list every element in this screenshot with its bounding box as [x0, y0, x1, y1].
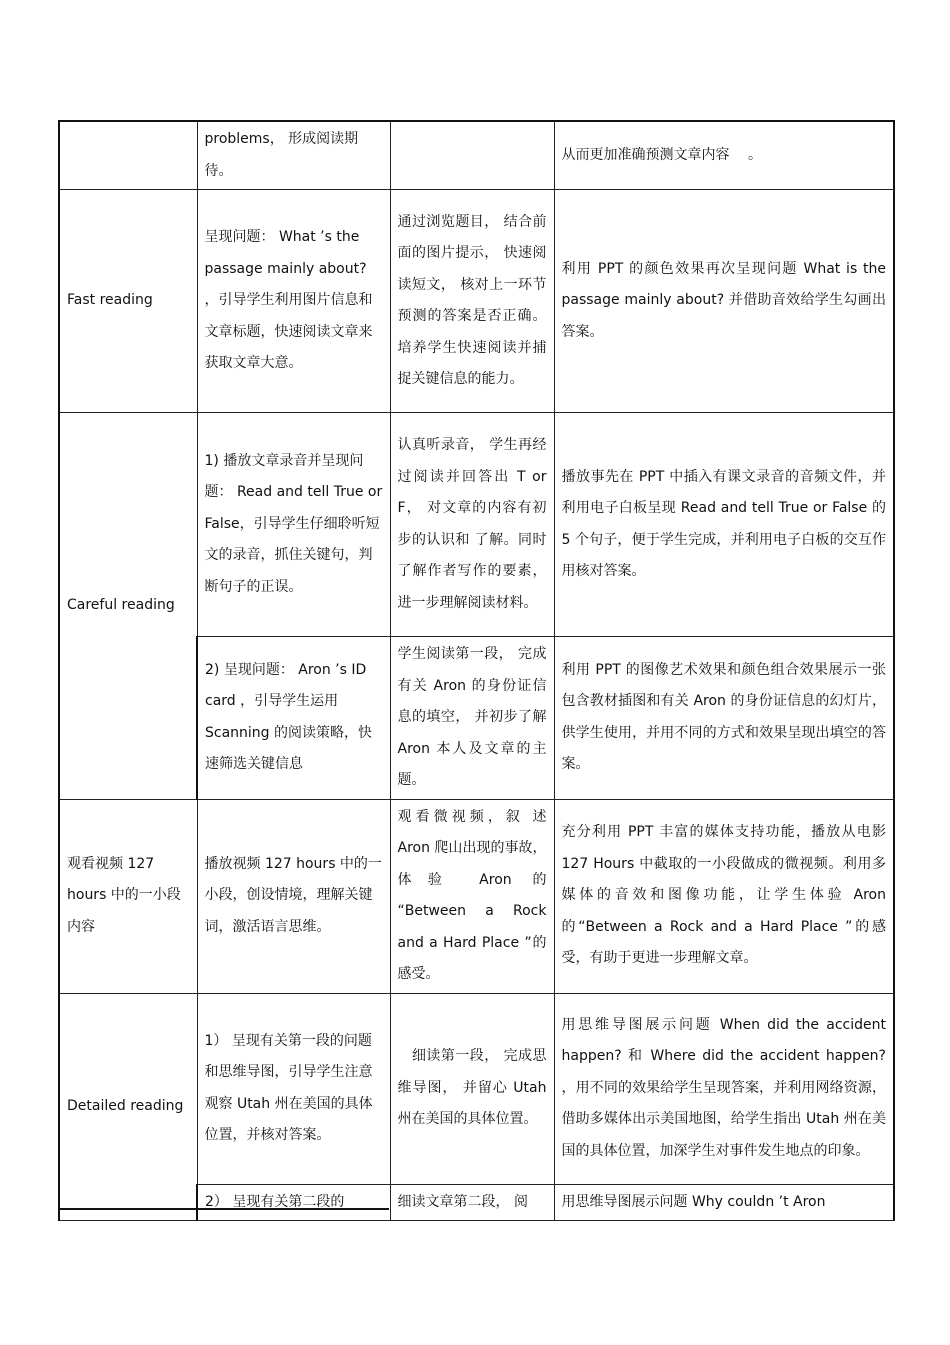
student-activity-cell: 观看微视频，叙 述 Aron 爬山出现的事故，体验 Aron 的 “Between a Rock and a Hard Place ”的感受。 [390, 799, 554, 993]
teacher-activity-cell: 1） 呈现有关第一段的问题和思维导图，引导学生注意观察 Utah 州在美国的具体位置，并核对答案。 [197, 993, 390, 1184]
design-intent-cell: 用思维导图展示问题 When did the accident happen? 和 Where did the accident happen? ，用不同的效果给学生呈现答案，并利用网络资源，借助多媒体出示美国地图，给学生指出 Utah 州在美国的具体位置，加深学生对事件发生地点的印象。 [554, 993, 894, 1184]
design-intent-cell: 播放事先在 PPT 中插入有课文录音的音频文件，并利用电子白板呈现 Read and tell True or False 的 5 个句子，便于学生完成，并利用电子白板的交互作用核对答案。 [554, 413, 894, 637]
stage-cell: 观看视频 127 hours 中的一小段内容 [59, 799, 197, 993]
table-bottom-rule [58, 1208, 389, 1210]
teacher-activity-cell: 2) 呈现问题： Aron ’s ID card ，引导学生运用 Scanning 的阅读策略，快速筛选关键信息 [197, 637, 390, 800]
student-activity-cell: 细读第一段， 完成思维导图， 并留心 Utah 州在美国的具体位置。 [390, 993, 554, 1184]
student-activity-cell: 认真听录音， 学生再经过阅读并回答出 T or F， 对文章的内容有初步的认识和 了解。同时了解作者写作的要素， 进一步理解阅读材料。 [390, 413, 554, 637]
stage-cell [59, 121, 197, 190]
teacher-activity-cell: 呈现问题： What ’s the passage mainly about? ，引导学生利用图片信息和文章标题，快速阅读文章来获取文章大意。 [197, 190, 390, 413]
teacher-activity-cell: 2） 呈现有关第二段的 [197, 1184, 390, 1221]
table-row [59, 190, 894, 413]
design-intent-cell: 充分利用 PPT 丰富的媒体支持功能，播放从电影 127 Hours 中截取的一小段做成的微视频。利用多媒体的音效和图像功能，让学生体验 Aron 的“Between a Rock and a Hard Place ”的感受，有助于更进一步理解文章。 [554, 799, 894, 993]
design-intent-cell: 利用 PPT 的颜色效果再次呈现问题 What is the passage mainly about? 并借助音效给学生勾画出答案。 [554, 190, 894, 413]
table-row [59, 413, 894, 637]
teacher-activity-cell: problems， 形成阅读期待。 [197, 121, 390, 190]
table-row [59, 799, 894, 993]
stage-cell: Careful reading [59, 413, 197, 800]
design-intent-cell: 从而更加准确预测文章内容 。 [554, 121, 894, 190]
stage-cell: Fast reading [59, 190, 197, 413]
stage-cell: Detailed reading [59, 993, 197, 1221]
student-activity-cell: 学生阅读第一段， 完成有关 Aron 的身份证信息的填空， 并初步了解 Aron 本人及文章的主题。 [390, 637, 554, 800]
teacher-activity-cell: 1) 播放文章录音并呈现问题： Read and tell True or False，引导学生仔细聆听短文的录音，抓住关键句，判断句子的正误。 [197, 413, 390, 637]
student-activity-cell [390, 121, 554, 190]
design-intent-cell: 用思维导图展示问题 Why couldn ’t Aron [554, 1184, 894, 1221]
design-intent-cell: 利用 PPT 的图像艺术效果和颜色组合效果展示一张包含教材插图和有关 Aron 的身份证信息的幻灯片，供学生使用，并用不同的方式和效果呈现出填空的答案。 [554, 637, 894, 800]
table-row [59, 121, 894, 190]
lesson-plan-table [58, 120, 895, 1221]
student-activity-cell: 通过浏览题目， 结合前面的图片提示， 快速阅读短文， 核对上一环节预测的答案是否正确。 培养学生快速阅读并捕捉关键信息的能力。 [390, 190, 554, 413]
student-activity-cell: 细读文章第二段， 阅 [390, 1184, 554, 1221]
teacher-activity-cell: 播放视频 127 hours 中的一小段，创设情境，理解关键词，激活语言思维。 [197, 799, 390, 993]
table-row [59, 993, 894, 1184]
